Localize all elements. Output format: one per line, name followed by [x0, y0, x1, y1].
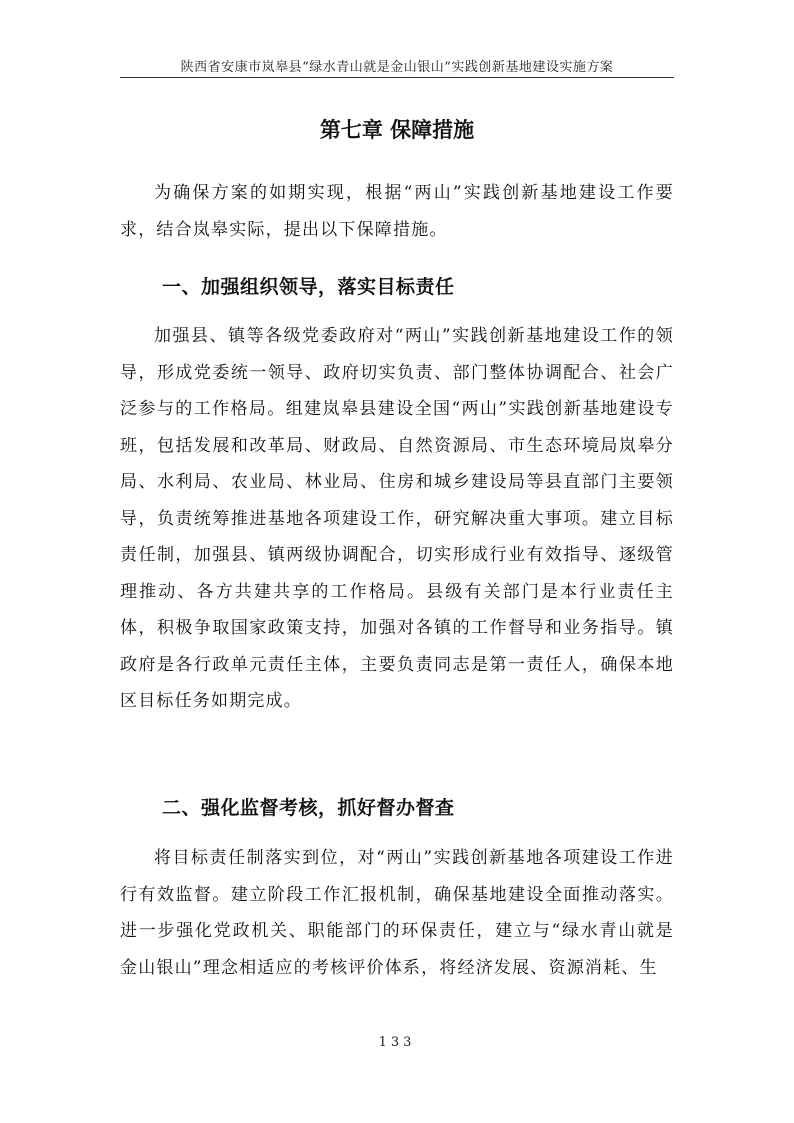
section-paragraph-1: 加强县、镇等各级党委政府对“两山”实践创新基地建设工作的领导，形成党委统一领导、政府切实负责、部门整体协调配合、社会广泛参与的工作格局。组建岚皋县建设全国“两山”实践创新基地建设专班，包括发展和改革局、财政局、自然资源局、市生态环境局岚皋分局、水利局、农业局、林业局、住房和城乡建设局等县直部门主要领导，负责统筹推进基地各项建设工作，研究解决重大事项。建立目标责任制，加强县、镇两级协调配合，切实形成行业有效指导、逐级管理推动、各方共建共享的工作格局。县级有关部门是本行业责任主体，积极争取国家政策支持，加强对各镇的工作督导和业务指导。镇政府是各行政单元责任主体，主要负责同志是第一责任人，确保本地区目标任务如期完成。 — [120, 326, 674, 711]
section-heading-1: 一、加强组织领导，落实目标责任 — [162, 276, 455, 298]
intro-paragraph: 为确保方案的如期实现，根据“两山”实践创新基地建设工作要求，结合岚皋实际，提出以下保障措施。 — [120, 183, 674, 240]
section-paragraph-2: 将目标责任制落实到位，对“两山”实践创新基地各项建设工作进行有效监督。建立阶段工作汇报机制，确保基地建设全面推动落实。进一步强化党政机关、职能部门的环保责任，建立与“绿水青山就是金山银山”理念相适应的考核评价体系，将经济发展、资源消耗、生 — [120, 848, 674, 978]
page-number: 133 — [378, 1035, 416, 1050]
section-heading-2: 二、强化监督考核，抓好督办督查 — [162, 797, 455, 819]
chapter-title: 第七章 保障措施 — [319, 118, 475, 142]
running-header: 陕西省安康市岚皋县“绿水青山就是金山银山”实践创新基地建设实施方案 — [180, 60, 614, 75]
header-divider — [120, 77, 674, 78]
